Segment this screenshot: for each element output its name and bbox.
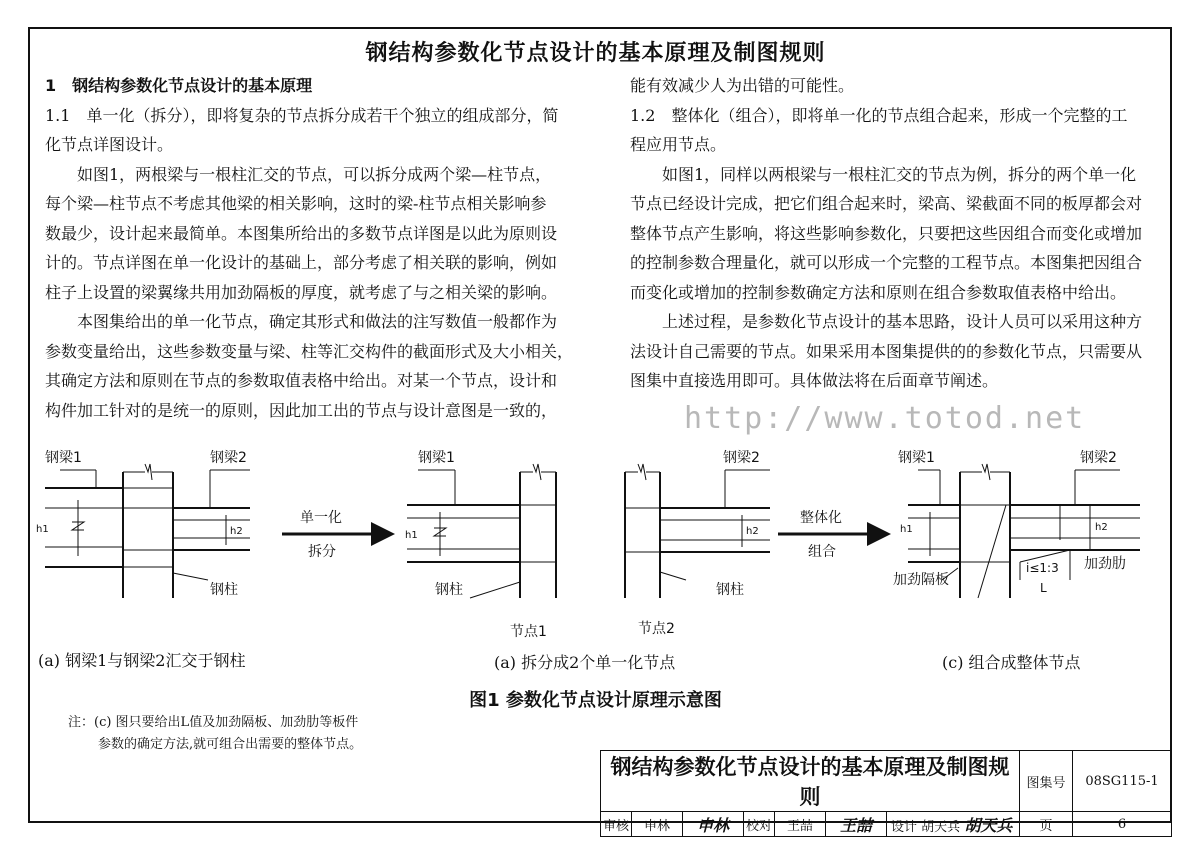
atlas-label: 图集号 [1020, 751, 1073, 812]
document-title: 钢结构参数化节点设计的基本原理及制图规则 [365, 41, 826, 66]
arrow1-top-label: 单一化 [300, 510, 342, 526]
section-1-1-line: 化节点详图设计。 [45, 135, 174, 154]
note [68, 712, 362, 756]
label-h1: h1 [36, 524, 49, 535]
check-label: 校对 [744, 812, 775, 837]
review-label: 审核 [601, 812, 632, 837]
paragraph-line: 而变化或增加的控制参数确定方法和原则在组合参数取值表格中给出。 [630, 282, 1127, 302]
label-stiffening-plate: 加劲隔板 [893, 572, 949, 588]
label-beam1: 钢梁1 [45, 450, 82, 466]
arrow1-bottom-label: 拆分 [308, 544, 336, 560]
label-h1: h1 [405, 530, 418, 541]
paragraph-line: 其确定方法和原则在节点的参数取值表格中给出。对某一个节点，设计和 [45, 371, 558, 390]
design-cell [887, 812, 1020, 837]
note-line: 参数的确定方法,就可组合出需要的整体节点。 [98, 737, 363, 752]
caption-b: (a) 拆分成2个单一化节点 [494, 653, 676, 672]
label-column: 钢柱 [716, 582, 744, 598]
atlas-number: 08SG115-1 [1073, 751, 1172, 812]
label-node1: 节点1 [510, 624, 547, 640]
paragraph-line: 如图1，同样以两根梁与一根柱汇交的节点为例，拆分的两个单一化 [662, 164, 1137, 184]
paragraph-line: 计的。节点详图在单一化设计的基础上，部分考虑了相关联的影响，例如 [45, 253, 558, 272]
label-h2: h2 [746, 526, 759, 537]
design-signature: 胡天兵 [964, 815, 1013, 835]
label-column: 钢柱 [435, 582, 463, 598]
label-beam1: 钢梁1 [898, 450, 935, 466]
arrow2-top-label: 整体化 [800, 510, 842, 526]
label-node2: 节点2 [638, 621, 675, 637]
section-1-2-line: 程应用节点。 [630, 135, 727, 154]
paragraph-line: 构件加工针对的是统一的原则，因此加工出的节点与设计意图是一致的， [45, 400, 558, 420]
label-L: L [1040, 581, 1047, 595]
paragraph-line: 法设计自己需要的节点。如果采用本图集提供的的参数化节点，只需要从 [630, 341, 1143, 361]
design-label: 设计 [891, 819, 918, 835]
label-column: 钢柱 [210, 582, 238, 598]
check-name: 王喆 [775, 812, 826, 837]
design-name: 胡天兵 [921, 819, 961, 835]
paragraph-line: 的控制参数合理量化，就可以形成一个完整的工程节点。本图集把因组合 [630, 253, 1143, 272]
paragraph-line: 节点已经设计完成，把它们组合起来时，梁高、梁截面不同的板厚都会对 [630, 194, 1143, 213]
label-h2: h2 [230, 526, 243, 537]
label-h1: h1 [900, 524, 913, 535]
paragraph-line: 能有效减少人为出错的可能性。 [630, 76, 855, 95]
section-heading: 1 钢结构参数化节点设计的基本原理 [45, 76, 313, 95]
label-slope: i≤1:3 [1026, 561, 1059, 575]
node-a-lines [45, 464, 250, 598]
label-beam2: 钢梁2 [1080, 450, 1117, 466]
title-block [600, 750, 1172, 837]
paragraph-line: 本图集给出的单一化节点，确定其形式和做法的注写数值一般都作为 [77, 312, 558, 331]
watermark: http://www.totod.net [684, 401, 1086, 436]
figure-title: 图1 参数化节点设计原理示意图 [469, 690, 722, 711]
section-1-2-line: 1.2 整体化（组合），即将单一化的节点组合起来，形成一个完整的工 [630, 105, 1128, 125]
section-1-1-line: 1.1 单一化（拆分），即将复杂的节点拆分成若干个独立的组成部分，简 [45, 105, 559, 125]
paragraph-line: 图集中直接选用即可。具体做法将在后面章节阐述。 [630, 371, 999, 390]
arrow2-bottom-label: 组合 [808, 544, 836, 560]
paragraph-line: 如图1，两根梁与一根柱汇交的节点，可以拆分成两个梁—柱节点， [77, 164, 552, 184]
node-b1-lines [407, 464, 556, 598]
paragraph-line: 整体节点产生影响，将这些影响参数化，只要把这些因组合而变化或增加 [630, 223, 1143, 243]
label-beam2: 钢梁2 [210, 450, 247, 466]
paragraph-line: 参数变量给出，这些参数变量与梁、柱等汇交构件的截面形式及大小相关， [45, 341, 574, 361]
caption-c: (c) 组合成整体节点 [942, 653, 1081, 672]
paragraph-line: 上述过程，是参数化节点设计的基本思路，设计人员可以采用这种方 [662, 312, 1143, 331]
label-beam2: 钢梁2 [723, 450, 760, 466]
review-signature: 申林 [683, 812, 744, 837]
review-name: 申林 [632, 812, 683, 837]
label-h2: h2 [1095, 522, 1108, 533]
note-line: 注：(c) 图只要给出L值及加劲隔板、加劲肋等板件 [68, 715, 359, 730]
caption-a: (a) 钢梁1与钢梁2汇交于钢柱 [38, 651, 246, 670]
title-block-title: 钢结构参数化节点设计的基本原理及制图规则 [601, 751, 1020, 812]
page-number: 6 [1073, 812, 1172, 837]
paragraph-line: 数最少，设计起来最简单。本图集所给出的多数节点详图是以此为原则设 [45, 223, 558, 243]
label-beam1: 钢梁1 [418, 450, 455, 466]
label-stiffener: 加劲肋 [1084, 556, 1126, 572]
page-label: 页 [1020, 812, 1073, 837]
check-signature: 王喆 [826, 812, 887, 837]
paragraph-line: 柱子上设置的梁翼缘共用加劲隔板的厚度，就考虑了与之相关梁的影响。 [45, 282, 558, 302]
paragraph-line: 每个梁—柱节点不考虑其他梁的相关影响，这时的梁-柱节点相关影响参 [45, 194, 547, 213]
